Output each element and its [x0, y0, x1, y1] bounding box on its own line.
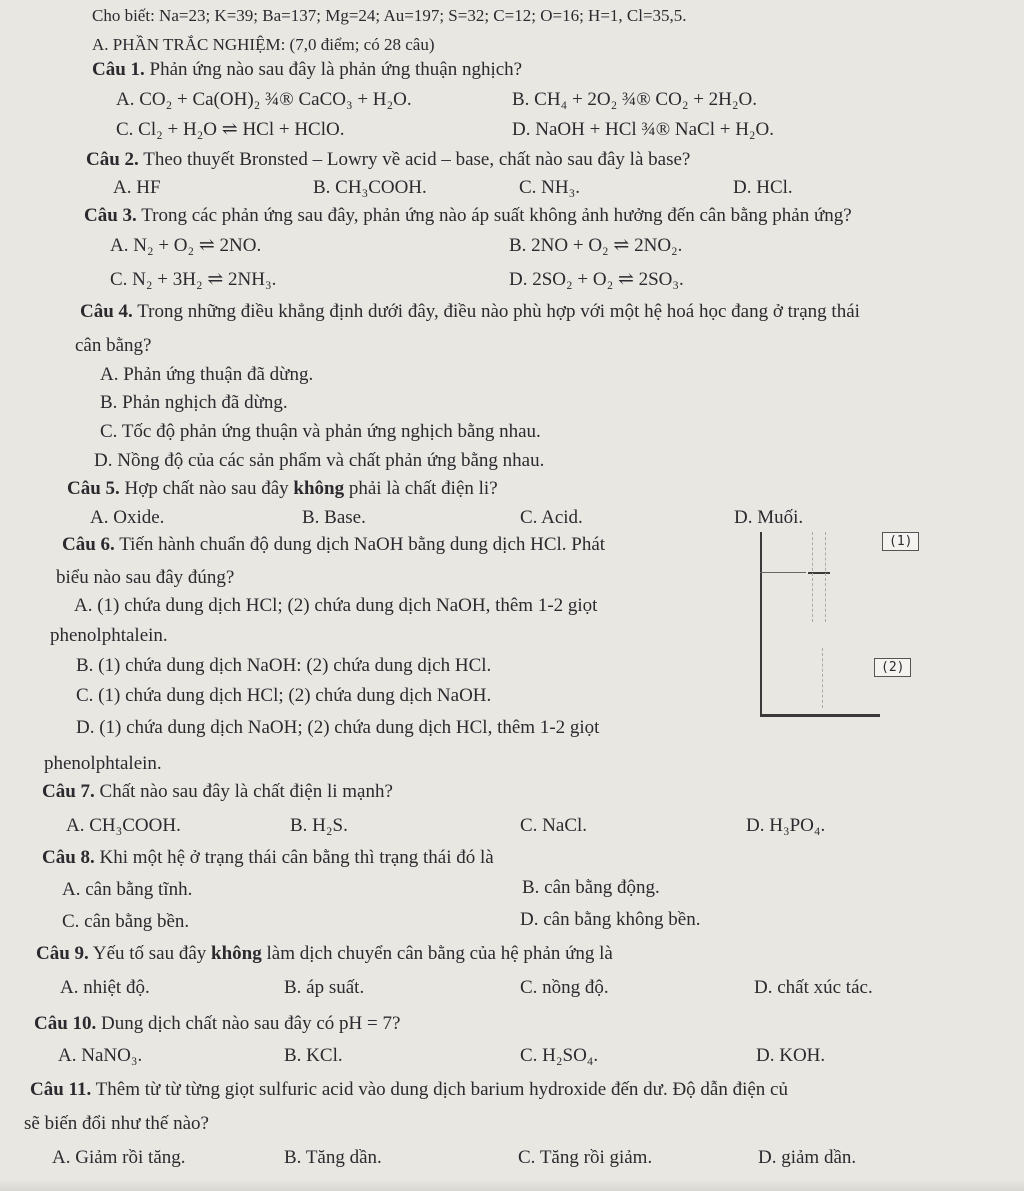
stand-base [760, 714, 880, 717]
q6-option-c: C. (1) chứa dung dịch HCl; (2) chứa dung dịch NaOH. [76, 685, 492, 706]
label-2: (2) [874, 658, 911, 677]
q4-option-a: A. Phản ứng thuận đã dừng. [100, 364, 314, 385]
q5-option-b: B. Base. [302, 507, 366, 528]
q10-option-c: C. H₂SO₄. [520, 1045, 599, 1066]
question-11 [30, 1078, 788, 1102]
question-7 [42, 780, 393, 804]
q1-option-c: C. Cl₂ + H₂O ⇌ HCl + HClO. [116, 119, 345, 140]
question-text: Khi một hệ ở trạng thái cân bằng thì trạng thái đó là [99, 847, 494, 868]
q1-option-a: A. CO₂ + Ca(OH)₂ ¾® CaCO₃ + H₂O. [116, 89, 412, 110]
q10-option-b: B. KCl. [284, 1045, 343, 1066]
question-label: Câu 5. [67, 478, 120, 499]
q6-option-b: B. (1) chứa dung dịch NaOH: (2) chứa dung dịch HCl. [76, 655, 492, 676]
q6-option-d: D. (1) chứa dung dịch NaOH; (2) chứa dung dịch HCl, thêm 1-2 giọt [76, 717, 600, 738]
q2-option-c: C. NH₃. [519, 177, 580, 198]
q7-option-b: B. H₂S. [290, 815, 348, 836]
q9-option-c: C. nồng độ. [520, 977, 609, 998]
given-atomic-masses: Cho biết: Na=23; K=39; Ba=137; Mg=24; Au=197; S=32; C=12; O=16; H=1, Cl=35,5. [92, 6, 687, 25]
q7-option-c: C. NaCl. [520, 815, 588, 836]
q1-option-b: B. CH₄ + 2O₂ ¾® CO₂ + 2H₂O. [512, 89, 757, 110]
q9-option-b: B. áp suất. [284, 977, 365, 998]
question-label: Câu 6. [62, 534, 115, 555]
question-text: Dung dịch chất nào sau đây có pH = 7? [101, 1013, 401, 1034]
question-text: Phản ứng nào sau đây là phản ứng thuận nghịch? [149, 59, 523, 80]
question-6-continued: biểu nào sau đây đúng? [56, 567, 235, 588]
q11-option-b: B. Tăng dần. [284, 1147, 382, 1168]
q9-option-d: D. chất xúc tác. [754, 977, 873, 998]
q4-option-d: D. Nồng độ của các sản phẩm và chất phản ứng bằng nhau. [94, 450, 545, 471]
q8-option-b: B. cân bằng động. [522, 877, 660, 898]
q5-option-a: A. Oxide. [90, 507, 165, 528]
titration-apparatus-figure [752, 528, 952, 728]
q6-option-d-continued: phenolphtalein. [44, 753, 162, 774]
question-text: Hợp chất nào sau đây [124, 478, 294, 499]
question-text: Theo thuyết Bronsted – Lowry về acid – base, chất nào sau đây là base? [143, 149, 691, 170]
q1-option-d: D. NaOH + HCl ¾® NaCl + H₂O. [512, 119, 775, 140]
q9-option-a: A. nhiệt độ. [60, 977, 150, 998]
q11-option-d: D. giảm dần. [758, 1147, 857, 1168]
q6-option-a-continued: phenolphtalein. [50, 625, 168, 646]
question-text: Trong những điều khẳng định dưới đây, điều nào phù hợp với một hệ hoá học đang ở trạng thái [137, 301, 860, 322]
q5-option-c: C. Acid. [520, 507, 583, 528]
question-text-emphasis: không [211, 943, 262, 964]
flask-outline [822, 648, 863, 708]
q3-option-b: B. 2NO + O₂ ⇌ 2NO₂. [509, 235, 683, 256]
question-label: Câu 2. [86, 149, 139, 170]
stand-rod [760, 532, 762, 716]
question-text: Thêm từ từ từng giọt sulfuric acid vào dung dịch barium hydroxide đến dư. Độ dẫn điện củ [95, 1079, 788, 1100]
question-text: phải là chất điện li? [344, 478, 498, 499]
clamp-arm [760, 572, 806, 573]
question-10 [34, 1012, 400, 1036]
question-text: Tiến hành chuẩn độ dung dịch NaOH bằng dung dịch HCl. Phát [119, 534, 606, 555]
q8-option-d: D. cân bằng không bền. [520, 909, 701, 930]
question-2 [86, 148, 690, 172]
q10-option-d: D. KOH. [756, 1045, 826, 1066]
question-label: Câu 10. [34, 1013, 97, 1034]
burette [812, 532, 826, 622]
q2-option-b: B. CH₃COOH. [313, 177, 427, 198]
q8-option-c: C. cân bằng bền. [62, 911, 190, 932]
q5-option-d: D. Muối. [734, 507, 804, 528]
question-4-continued: cân bằng? [75, 335, 152, 356]
question-label: Câu 9. [36, 943, 89, 964]
page-bottom-shadow [0, 1179, 1024, 1191]
question-text: Chất nào sau đây là chất điện li mạnh? [99, 781, 393, 802]
question-text: Trong các phản ứng sau đây, phản ứng nào áp suất không ảnh hưởng đến cân bằng phản ứng? [141, 205, 852, 226]
question-label: Câu 8. [42, 847, 95, 868]
q4-option-b: B. Phản nghịch đã dừng. [100, 392, 288, 413]
question-8 [42, 846, 494, 870]
question-5 [67, 477, 498, 501]
q2-option-a: A. HF [113, 177, 161, 198]
q10-option-a: A. NaNO₃. [58, 1045, 143, 1066]
q11-option-c: C. Tăng rồi giảm. [518, 1147, 653, 1168]
question-4 [80, 300, 860, 324]
question-label: Câu 4. [80, 301, 133, 322]
question-9 [36, 942, 613, 966]
q6-option-a: A. (1) chứa dung dịch HCl; (2) chứa dung dịch NaOH, thêm 1-2 giọt [74, 595, 598, 616]
q3-option-d: D. 2SO₂ + O₂ ⇌ 2SO₃. [509, 269, 684, 290]
question-text-emphasis: không [293, 478, 345, 499]
q3-option-c: C. N₂ + 3H₂ ⇌ 2NH₃. [110, 269, 277, 290]
question-text: làm dịch chuyển cân bằng của hệ phản ứng là [261, 943, 613, 964]
question-label: Câu 1. [92, 59, 145, 80]
section-title: A. PHẦN TRẮC NGHIỆM: (7,0 điểm; có 28 câu) [92, 35, 435, 54]
label-1: (1) [882, 532, 919, 551]
q8-option-a: A. cân bằng tĩnh. [62, 879, 193, 900]
q4-option-c: C. Tốc độ phản ứng thuận và phản ứng nghịch bằng nhau. [100, 421, 541, 442]
q7-option-d: D. H₃PO₄. [746, 815, 826, 836]
question-label: Câu 11. [30, 1079, 92, 1100]
question-text: Yếu tố sau đây [92, 943, 212, 964]
q2-option-d: D. HCl. [733, 177, 793, 198]
q11-option-a: A. Giảm rồi tăng. [52, 1147, 186, 1168]
q7-option-a: A. CH₃COOH. [66, 815, 181, 836]
question-1 [92, 58, 522, 82]
question-6 [62, 533, 605, 557]
q3-option-a: A. N₂ + O₂ ⇌ 2NO. [110, 235, 262, 256]
question-11-continued: sẽ biến đổi như thế nào? [24, 1113, 209, 1134]
question-label: Câu 3. [84, 205, 137, 226]
question-3 [84, 204, 852, 228]
question-label: Câu 7. [42, 781, 95, 802]
